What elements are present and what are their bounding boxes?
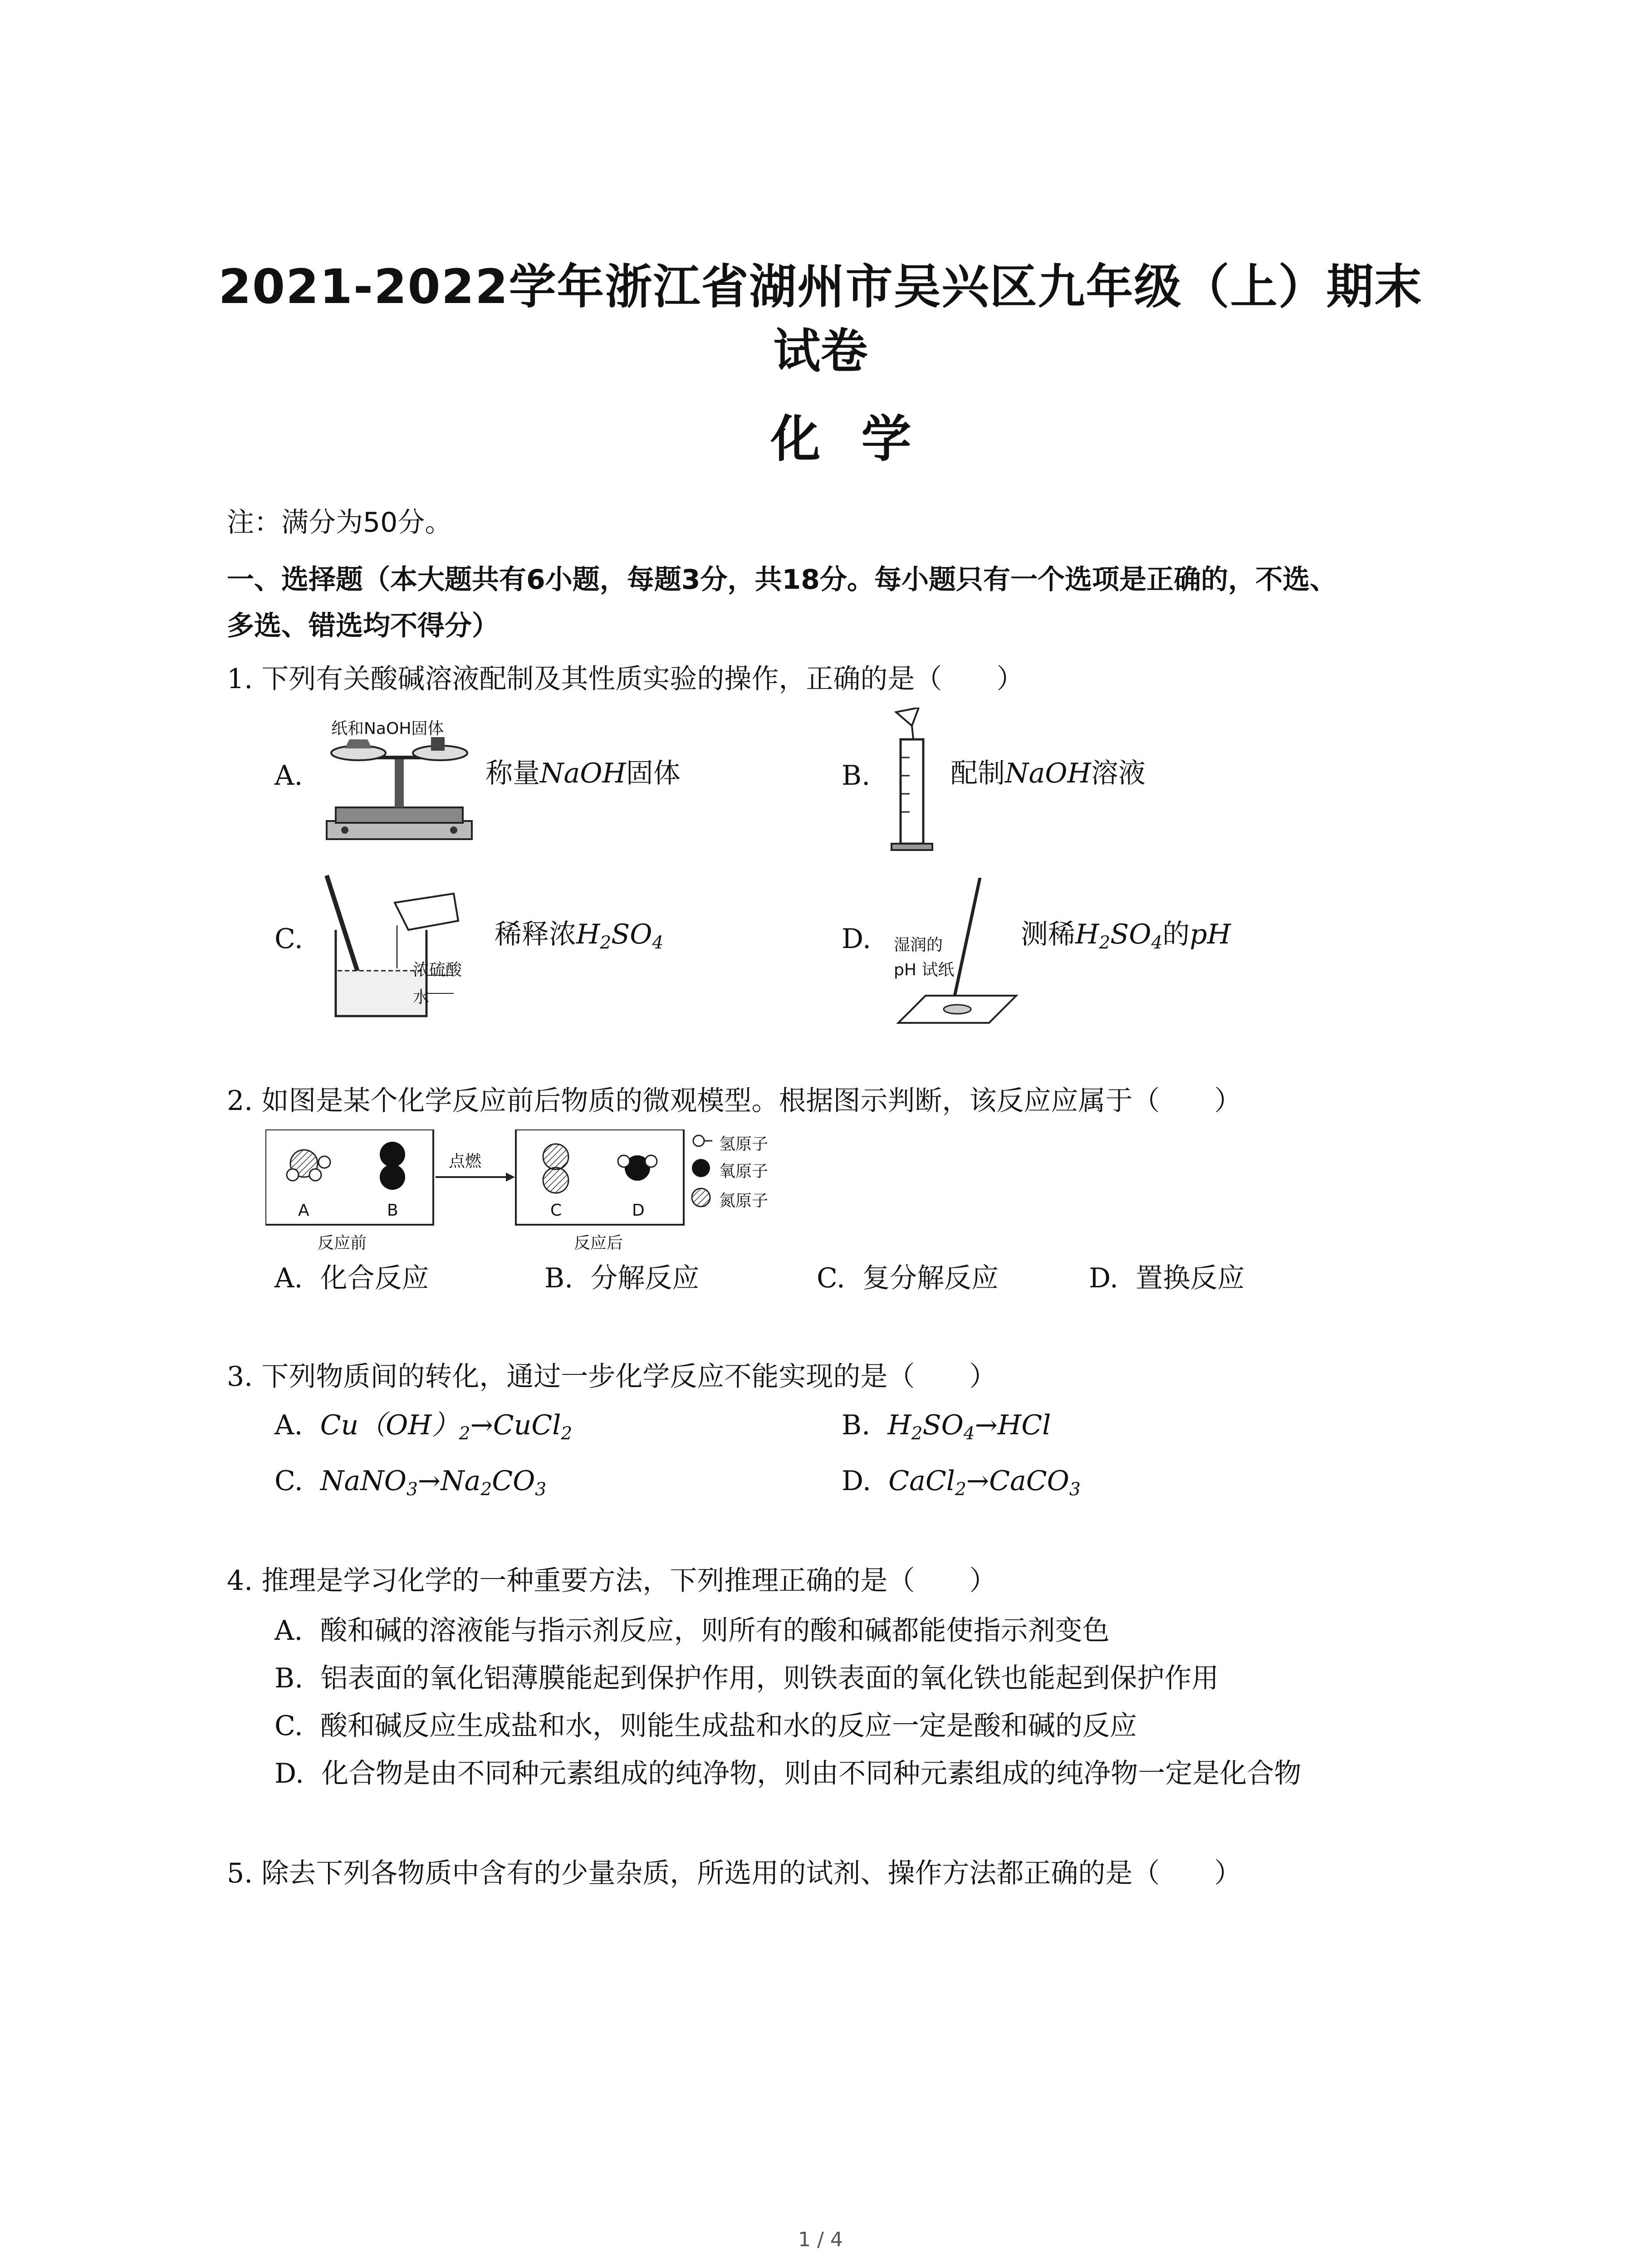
q2-option-c: C. 复分解反应: [817, 1262, 999, 1294]
q1-option-a-letter: A.: [274, 760, 303, 792]
q4-option-d: D. 化合物是由不同种元素组成的纯净物，则由不同种元素组成的纯净物一定是化合物: [274, 1758, 1302, 1789]
graduated-cylinder-figure: [887, 708, 941, 857]
q1-option-b-caption: 配制NaOH溶液: [950, 758, 1146, 789]
question-2-stem: 2. 如图是某个化学反应前后物质的微观模型。根据图示判断，该反应应属于（ ）: [227, 1085, 1242, 1117]
ph-paper-label: pH 试纸: [894, 961, 955, 979]
balance-label: 纸和NaOH固体: [331, 719, 444, 738]
page-number: 1 / 4: [798, 2228, 843, 2251]
q1-option-c-caption: 稀释浓$H_2SO_4$: [495, 919, 664, 953]
q1-option-a-caption: 称量NaOH固体: [485, 758, 681, 789]
q2-option-b: B. 分解反应: [544, 1262, 700, 1294]
wet-label: 湿润的: [894, 936, 943, 954]
q3-option-d: D. CaCl$_2$→CaCO$_3$: [842, 1465, 1081, 1500]
molecule-a-label: A: [298, 1201, 309, 1220]
q1-option-b-letter: B.: [842, 760, 871, 792]
subject-title: 化学: [770, 410, 952, 468]
page-title-continued: 试卷: [773, 323, 868, 379]
q3-option-c: C. $NaNO_3\to Na_2CO_3$: [274, 1465, 547, 1500]
before-reaction-label: 反应前: [318, 1234, 367, 1252]
molecule-b-label: B: [387, 1201, 398, 1220]
question-4-stem: 4. 推理是学习化学的一种重要方法，下列推理正确的是（ ）: [227, 1565, 997, 1597]
q3-option-a: A. $Cu(OH)_2\to CuCl_2$: [274, 1409, 573, 1444]
q1-option-d-letter: D.: [842, 923, 872, 955]
q2-option-d: D. 置换反应: [1089, 1262, 1245, 1294]
q2-option-a: A. 化合反应: [274, 1262, 429, 1294]
q1-option-d-caption: 测稀$H_2SO_4$的pH: [1021, 919, 1231, 953]
question-1-stem: 1. 下列有关酸碱溶液配制及其性质实验的操作，正确的是（ ）: [227, 663, 1024, 695]
molecule-c-label: C: [550, 1201, 562, 1220]
q3-option-b: B. $H_2SO_4\to HCl$: [842, 1409, 1051, 1444]
dilution-figure: [318, 871, 499, 1025]
ignite-label: 点燃: [449, 1152, 482, 1171]
reaction-diagram: [265, 1129, 901, 1256]
q4-option-b: B. 铝表面的氧化铝薄膜能起到保护作用，则铁表面的氧化铁也能起到保护作用: [274, 1662, 1219, 1694]
q1-option-c-letter: C.: [274, 923, 303, 955]
after-reaction-label: 反应后: [574, 1234, 623, 1252]
molecule-d-label: D: [632, 1201, 645, 1220]
conc-acid-label: 浓硫酸: [413, 961, 462, 979]
legend-nitrogen: 氮原子: [719, 1192, 769, 1210]
legend-oxygen: 氧原子: [719, 1162, 769, 1181]
section-heading-continued: 多选、错选均不得分）: [227, 610, 499, 642]
balance-figure: [318, 712, 481, 848]
q4-option-a: A. 酸和碱的溶液能与指示剂反应，则所有的酸和碱都能使指示剂变色: [274, 1615, 1110, 1647]
score-note: 注：满分为50分。: [227, 507, 452, 538]
legend-hydrogen: 氢原子: [719, 1135, 769, 1154]
question-3-stem: 3. 下列物质间的转化，通过一步化学反应不能实现的是（ ）: [227, 1361, 997, 1393]
water-label: 水: [413, 988, 430, 1007]
question-5-stem: 5. 除去下列各物质中含有的少量杂质，所选用的试剂、操作方法都正确的是（ ）: [227, 1857, 1242, 1889]
page-title: 2021-2022学年浙江省湖州市吴兴区九年级（上）期末: [218, 259, 1423, 314]
ph-test-figure: [889, 878, 1025, 1027]
section-heading: 一、选择题（本大题共有6小题，每题3分，共18分。每小题只有一个选项是正确的，不选、: [227, 564, 1337, 596]
q4-option-c: C. 酸和碱反应生成盐和水，则能生成盐和水的反应一定是酸和碱的反应: [274, 1710, 1137, 1742]
